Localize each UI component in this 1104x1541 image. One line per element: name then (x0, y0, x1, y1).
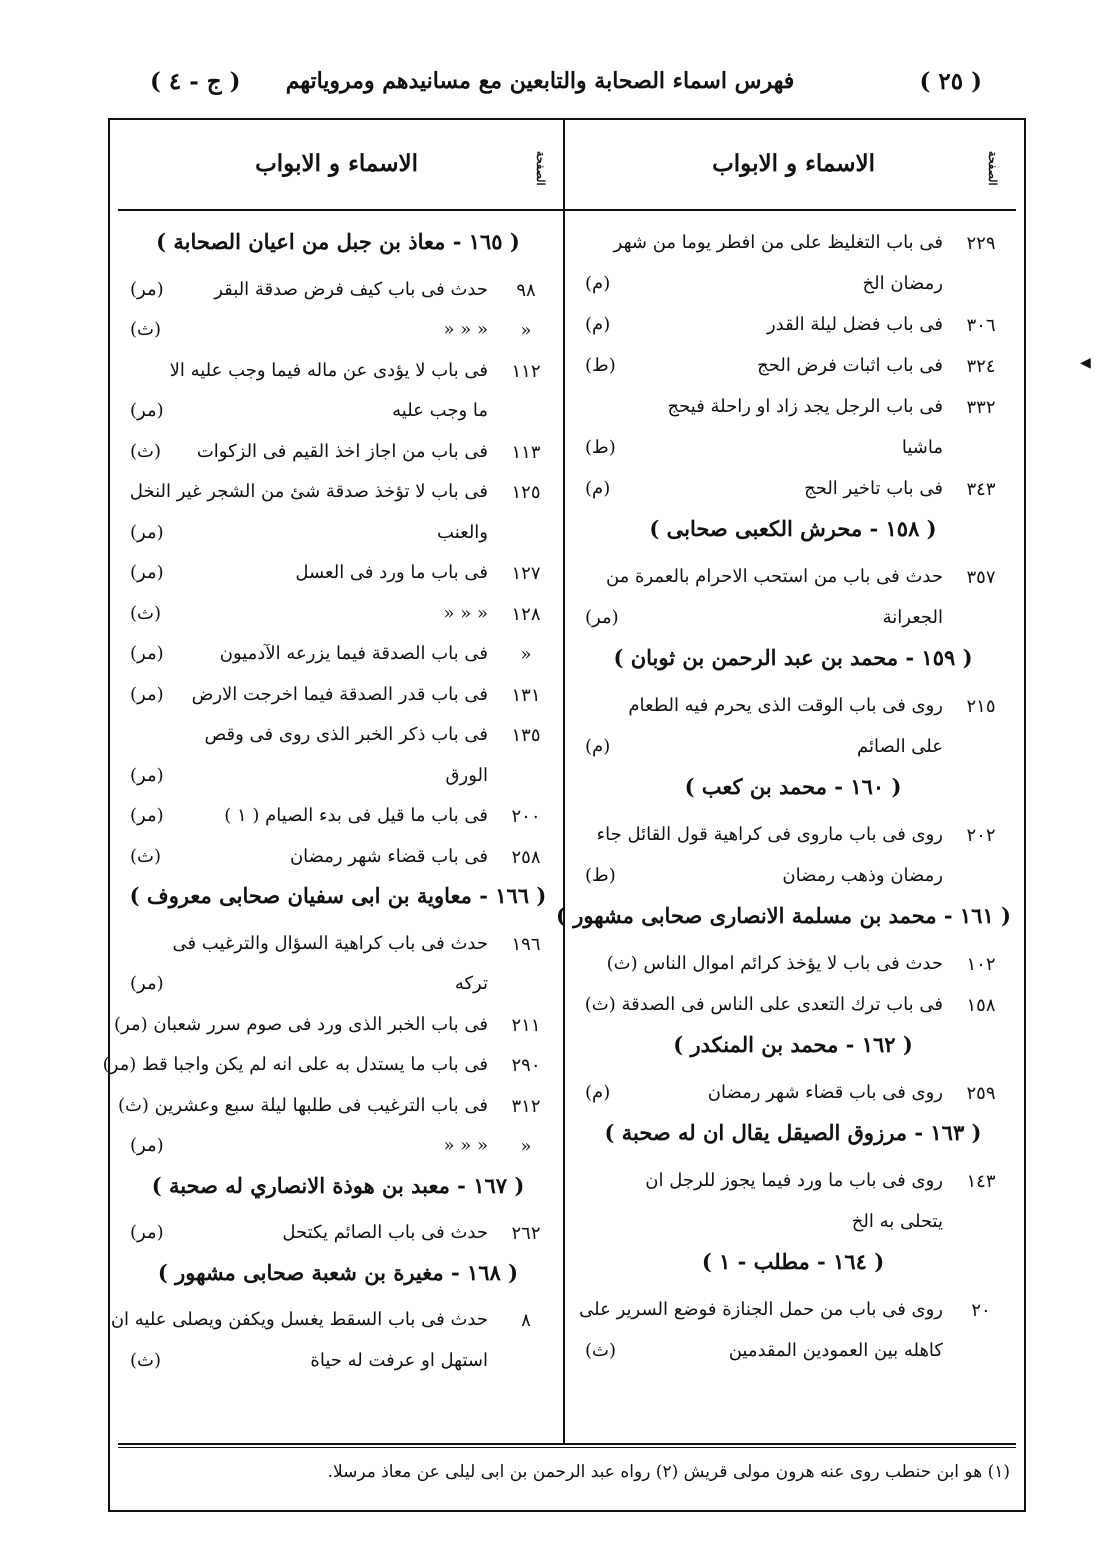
source-code: (م) (585, 273, 611, 294)
source-code: (مر) (130, 278, 164, 300)
index-entry (120, 476, 556, 512)
source-code: (مر) (130, 400, 164, 421)
index-entry (575, 690, 1011, 726)
index-entry (575, 1077, 1011, 1113)
source-code: (ط) (585, 437, 616, 458)
entry-text: فى باب ما قيل فى بدء الصيام ( ١ ) (224, 805, 488, 826)
source-code: (مر) (130, 805, 164, 826)
left-column-header (120, 138, 563, 202)
entry-text: حدث فى باب السقط يغسل ويكفن ويصلى عليه ان (110, 1309, 488, 1330)
entry-text: حدث فى باب الصائم يكتحل (282, 1222, 488, 1243)
page-number-cell: ٢٠٢ (966, 825, 996, 846)
section-heading: ( ١٦٧ - معبد بن هوذة الانصاري له صحبة ) (151, 1172, 525, 1198)
entry-text: روى فى باب ماروى فى كراهية قول القائل جاء (596, 824, 943, 845)
index-entry (117, 1090, 556, 1126)
entry-text: فى باب تاخير الحج (804, 478, 943, 499)
entry-text: فى باب ترك التعدى على الناس فى الصدقة (ث) (584, 994, 943, 1015)
page-number-cell: ٢٠ (971, 1300, 991, 1321)
index-entry (120, 719, 556, 755)
entry-text: فى باب اثبات فرض الحج (757, 355, 943, 376)
index-entry (575, 989, 1011, 1025)
source-code: (ط) (585, 865, 616, 886)
entry-text: فى باب من اجاز اخذ القيم فى الزكوات (196, 440, 488, 462)
index-entry (120, 638, 556, 674)
index-entry (575, 391, 1011, 427)
page-header-label: الصفحة (986, 150, 999, 186)
source-code: (م) (585, 736, 611, 757)
source-code: (ط) (585, 355, 616, 376)
index-entry (120, 598, 556, 634)
page-number-cell: ١٣٥ (511, 725, 541, 746)
page-number-cell: ٢٠٠ (511, 806, 541, 827)
entry-text: ما وجب عليه (392, 400, 488, 421)
entry-text: فى باب ما ورد فى العسل (295, 562, 488, 583)
entry-text: فى باب الخبر الذى ورد فى صوم سرر شعبان (مر) (114, 1013, 488, 1035)
index-entry (120, 1345, 556, 1381)
page-number-cell: ٩٨ (516, 279, 536, 301)
entry-text: كاهله بين العمودين المقدمين (728, 1340, 943, 1361)
entry-text: والعنب (437, 521, 488, 543)
page-number-cell: ٣٢٤ (966, 356, 996, 377)
entry-text: « « « (443, 319, 488, 340)
section-heading: ( ١٥٨ - محرش الكعبى صحابى ) (649, 516, 937, 541)
page-number-cell: ٢١٥ (966, 696, 996, 717)
page-number-cell: ١١٣ (511, 441, 541, 463)
entry-text: رمضان الخ (862, 273, 943, 294)
index-entry (575, 227, 1011, 263)
names-header-label: الاسماء و الابواب (255, 150, 418, 177)
page-header-label: الصفحة (534, 150, 547, 186)
names-header-label: الاسماء و الابواب (712, 150, 875, 177)
index-entry (120, 800, 556, 836)
entry-text: فى باب الترغيب فى طلبها ليلة سبع وعشرين (ث) (117, 1094, 488, 1116)
entry-text: حدث فى باب كيف فرض صدقة البقر (214, 278, 488, 300)
index-entry (575, 350, 1011, 386)
source-code: (مر) (130, 562, 164, 583)
index-entry (120, 355, 556, 391)
entry-text: روى فى باب من حمل الجنازة فوضع السرير على (579, 1299, 943, 1320)
column-divider (563, 118, 565, 1444)
header-rule (118, 209, 1016, 211)
page-number-cell: ٢١١ (511, 1014, 541, 1036)
page-number-cell: ١٢٧ (511, 563, 541, 584)
section-heading: ( ١٦٥ - معاذ بن جبل من اعيان الصحابة ) (156, 229, 520, 254)
left-index-column (102, 215, 556, 1440)
entry-text: « « « (443, 1135, 488, 1156)
entry-text: استهل او عرفت له حياة (310, 1349, 488, 1371)
right-index-column (556, 215, 1011, 1440)
index-entry (575, 1206, 1011, 1242)
index-entry (575, 1294, 1011, 1330)
entry-text: الورق (445, 764, 488, 786)
entry-text: حدث فى باب لا يؤخذ كرائم اموال الناس (ث) (606, 953, 943, 974)
section-heading: ( ١٦٦ - معاوية بن ابى سفيان صحابى معروف ) (129, 883, 547, 908)
index-entry (120, 841, 556, 877)
entry-text: فى باب الرجل يجد زاد او راحلة فيحج (667, 396, 943, 417)
index-entry (575, 309, 1011, 345)
index-entry (120, 274, 556, 310)
index-entry (110, 1304, 556, 1340)
source-code: (ث) (130, 319, 162, 340)
page-number-cell: ٢٥٩ (966, 1083, 996, 1104)
source-code: (مر) (130, 521, 164, 543)
part-number: ( ج - ٤ ) (150, 68, 241, 95)
page-number-cell: ٢٩٠ (511, 1055, 541, 1076)
entry-text: « « « (443, 602, 488, 624)
page-title: فهرس اسماء الصحابة والتابعين مع مسانيدهم ومروياتهم (285, 68, 795, 94)
page-number-cell: ١٤٣ (966, 1171, 996, 1192)
margin-mark: ◀ (1080, 355, 1091, 371)
section-heading: ( ١٦٠ - محمد بن كعب ) (684, 774, 902, 799)
index-entry (575, 731, 1011, 767)
section-heading: ( ١٦١ - محمد بن مسلمة الانصارى صحابى مشهور ) (556, 903, 1011, 928)
entry-text: رمضان وذهب رمضان (782, 865, 943, 886)
index-entry (575, 602, 1011, 638)
entry-text: فى باب قدر الصدقة فيما اخرجت الارض (191, 683, 488, 705)
section-heading: ( ١٦٣ - مرزوق الصيقل يقال ان له صحبة ) (604, 1120, 982, 1145)
page-number-cell: ٢٢٩ (966, 233, 996, 254)
page-number-cell: ٣٥٧ (966, 567, 996, 588)
index-entry (575, 860, 1011, 896)
index-entry (120, 517, 556, 553)
source-code: (ث) (585, 1340, 617, 1361)
index-entry (575, 268, 1011, 304)
index-entry (120, 436, 556, 472)
source-code: (م) (585, 478, 611, 499)
entry-text: فى باب لا تؤخذ صدقة شئ من الشجر غير النخل (129, 481, 488, 502)
page-number-cell: « (520, 644, 532, 665)
page-number-cell: ٣٤٣ (966, 479, 996, 500)
index-entry (575, 948, 1011, 984)
source-code: (ث) (130, 602, 162, 624)
source-code: (مر) (130, 1222, 164, 1243)
page-number-cell: ٢٥٨ (511, 846, 541, 868)
page-number-cell: ١٢٥ (511, 482, 541, 503)
source-code: (مر) (130, 683, 164, 705)
entry-text: حدث فى باب كراهية السؤال والترغيب فى (172, 932, 488, 954)
entry-text: روى فى باب ما ورد فيما يجوز للرجل ان (645, 1170, 943, 1191)
footnote: (١) هو ابن حنطب روى عنه هرون مولى قريش (٢) رواه عبد الرحمن بن ابى ليلى عن معاذ مرسلا. (327, 1462, 1010, 1482)
page-number-cell: « (520, 1136, 532, 1157)
page-number-cell: ١٥٨ (966, 995, 996, 1016)
entry-text: يتحلى به الخ (851, 1211, 943, 1232)
index-entry (114, 1009, 556, 1045)
source-code: (م) (585, 1082, 611, 1103)
entry-text: فى باب ما يستدل به على انه لم يكن واجبا قط (مر) (102, 1054, 488, 1075)
entry-text: فى باب ذكر الخبر الذى روى فى وقص (204, 724, 488, 745)
section-heading: ( ١٦٢ - محمد بن المنكدر ) (673, 1032, 913, 1057)
footnote-rule-thin (118, 1447, 1016, 1448)
footnote-rule (118, 1443, 1016, 1445)
page-number-cell: ١٢٨ (511, 603, 541, 625)
source-code: (مر) (130, 643, 164, 664)
entry-text: فى باب قضاء شهر رمضان (289, 845, 488, 867)
entry-text: روى فى باب الوقت الذى يحرم فيه الطعام (628, 695, 943, 716)
page-number: ( ٢٥ ) (919, 68, 982, 95)
page-number-cell: ١٣١ (511, 684, 541, 706)
index-entry (575, 561, 1011, 597)
entry-text: الجعرانة (882, 607, 943, 628)
source-code: (ث) (130, 845, 162, 867)
source-code: (م) (585, 314, 611, 335)
entry-text: فى باب لا يؤدى عن ماله فيما وجب عليه الا (169, 359, 488, 381)
page-number-cell: « (520, 320, 532, 341)
index-entry (575, 432, 1011, 468)
page-number-cell: ١٩٦ (511, 933, 541, 955)
index-entry (120, 557, 556, 593)
index-entry (575, 473, 1011, 509)
section-heading: ( ١٦٨ - مغيرة بن شعبة صحابى مشهور ) (157, 1259, 519, 1285)
page-number-cell: ٨ (521, 1310, 531, 1331)
page-number-cell: ٢٦٢ (511, 1223, 541, 1244)
index-entry (120, 1130, 556, 1166)
index-entry (120, 314, 556, 350)
entry-text: روى فى باب قضاء شهر رمضان (707, 1082, 943, 1103)
index-entry (120, 1217, 556, 1253)
index-entry (102, 1049, 556, 1085)
source-code: (مر) (130, 764, 164, 786)
entry-text: حدث فى باب من استحب الاحرام بالعمرة من (605, 566, 943, 587)
entry-text: فى باب التغليظ على من افطر يوما من شهر (613, 232, 943, 253)
page-number-cell: ٣١٢ (511, 1095, 541, 1117)
section-heading: ( ١٥٩ - محمد بن عبد الرحمن بن ثوبان ) (613, 645, 973, 670)
index-entry (120, 928, 556, 964)
right-column-header (565, 138, 1015, 202)
index-entry (120, 679, 556, 715)
index-entry (120, 395, 556, 431)
index-entry (575, 1165, 1011, 1201)
index-entry (120, 760, 556, 796)
index-entry (575, 819, 1011, 855)
entry-text: فى باب الصدقة فيما يزرعه الآدميون (219, 643, 488, 664)
entry-text: تركه (454, 973, 488, 994)
source-code: (ث) (130, 440, 162, 462)
entry-text: ماشيا (901, 437, 943, 458)
page-number-cell: ١٠٢ (966, 954, 996, 975)
page-number-cell: ٣٣٢ (966, 397, 996, 418)
source-code: (ث) (130, 1349, 162, 1371)
page-header (0, 68, 1104, 112)
section-heading: ( ١٦٤ - مطلب - ١ ) (701, 1249, 885, 1274)
page-number-cell: ٣٠٦ (966, 315, 996, 336)
index-entry (120, 968, 556, 1004)
entry-text: فى باب فضل ليلة القدر (766, 314, 943, 335)
index-entry (575, 1335, 1011, 1371)
entry-text: على الصائم (857, 736, 943, 757)
source-code: (مر) (130, 973, 164, 994)
page-number-cell: ١١٢ (511, 360, 541, 382)
source-code: (مر) (585, 607, 619, 628)
source-code: (مر) (130, 1135, 164, 1156)
